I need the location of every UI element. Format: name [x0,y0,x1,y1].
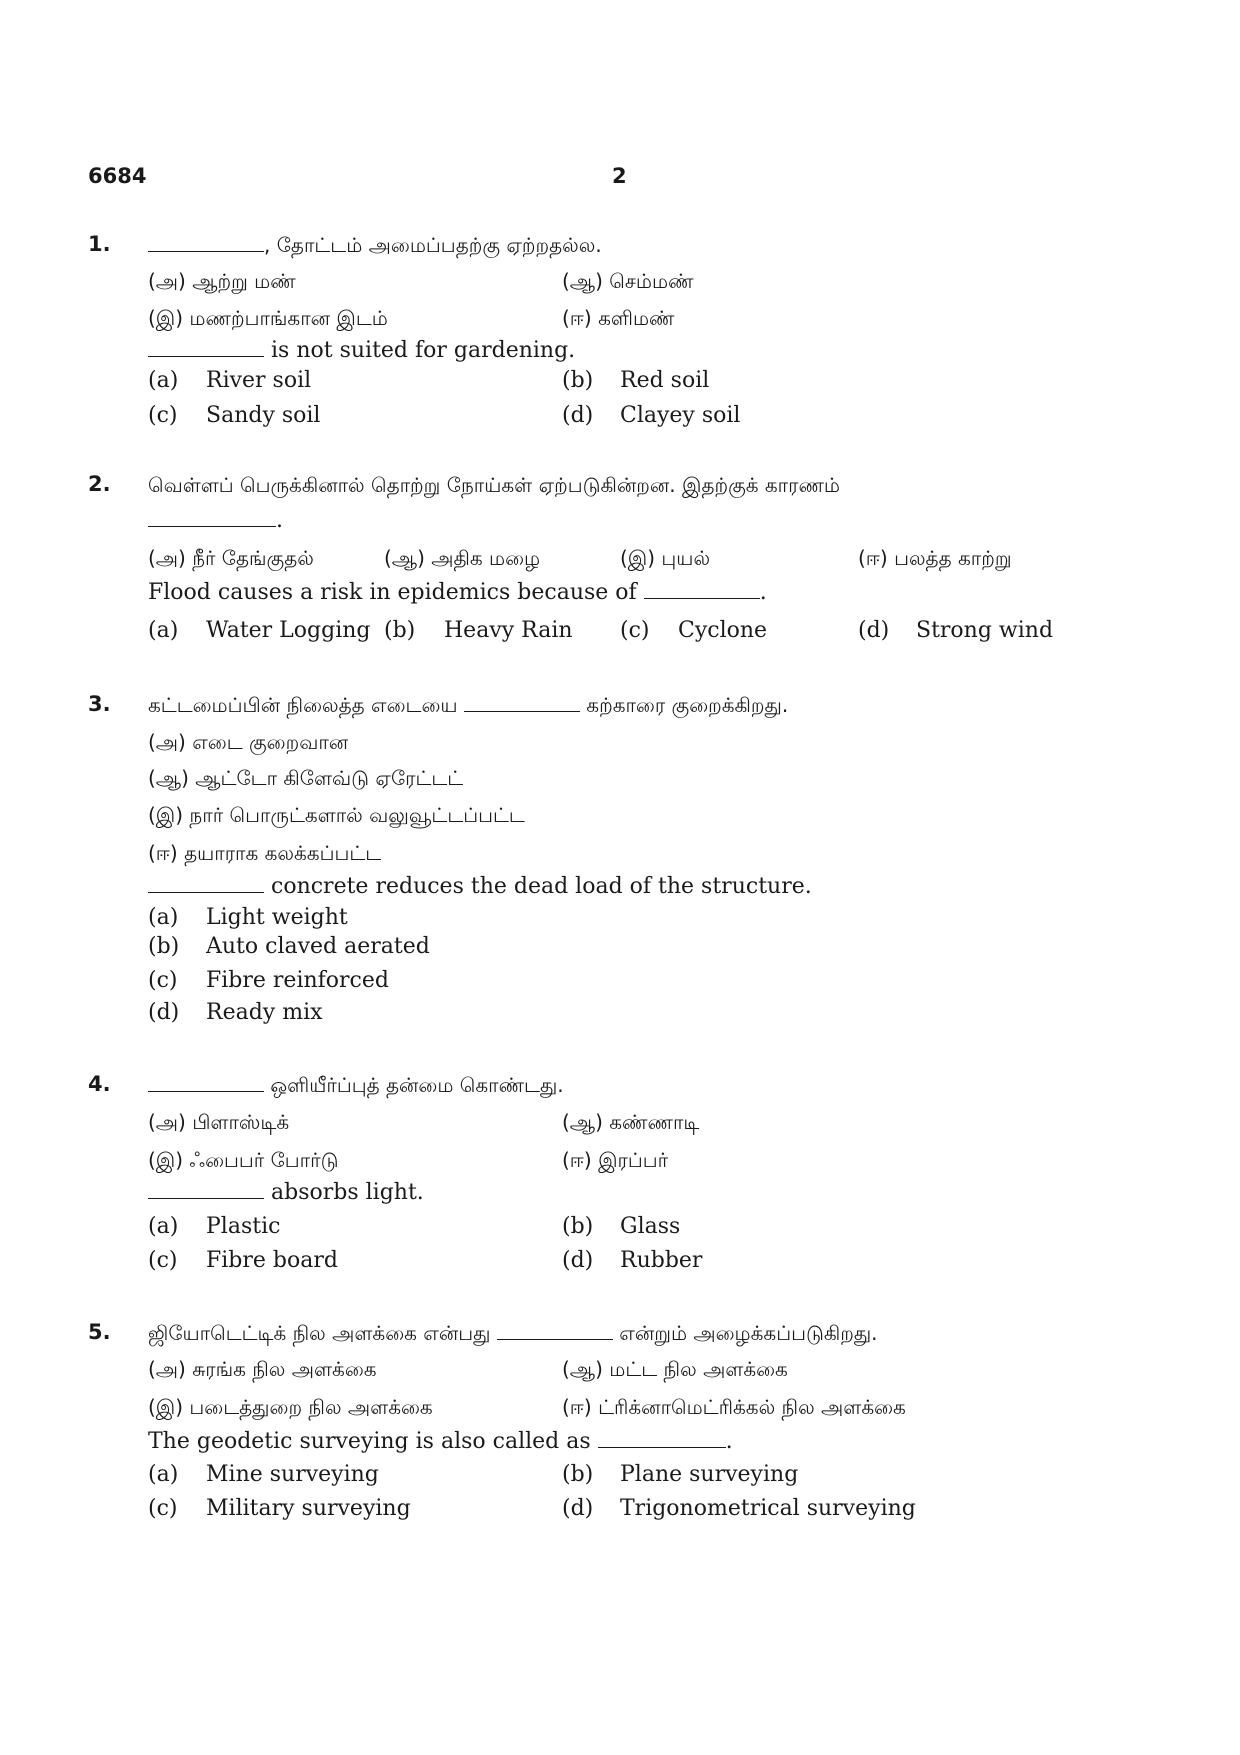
tamil-option: (ஆ) கண்ணாடி [562,1110,700,1134]
tamil-option: (இ) புயல் [620,546,711,570]
english-option-a: (a) Plastic [148,1214,281,1239]
english-option-b: (b) Red soil [562,368,710,393]
tamil-option: (ஆ) மட்ட நில அளக்கை [562,1357,788,1381]
question-number: 2. [88,472,111,496]
tamil-option: (அ) ஆற்று மண் [148,269,296,293]
tamil-stem-blank: . [148,506,283,536]
question-number: 3. [88,692,111,716]
english-option-c: (c) Fibre board [148,1248,338,1273]
english-option-b: (b) Auto claved aerated [148,934,430,959]
tamil-option: (ஆ) செம்மண் [562,269,694,293]
tamil-stem: ஜியோடெட்டிக் நில அளக்கை என்பது என்றும் அழைக்கப்படுகிறது. [148,1321,878,1345]
tamil-stem: கட்டமைப்பின் நிலைத்த எடையை கற்காரை குறைக்கிறது. [148,693,789,717]
tamil-stem: வெள்ளப் பெருக்கினால் தொற்று நோய்கள் ஏற்படுகின்றன. இதற்குக் காரணம் [148,473,841,497]
english-option-b: (b) Glass [562,1214,681,1239]
english-option-c: (c) Fibre reinforced [148,968,389,993]
english-option-a: (a) River soil [148,368,312,393]
tamil-option: (அ) எடை குறைவான [148,730,349,754]
english-option-d: (d) Strong wind [858,618,1054,643]
english-option-a: (a) Water Logging [148,618,371,643]
english-option-d: (d) Rubber [562,1248,703,1273]
english-stem: is not suited for gardening. [148,336,575,366]
english-option-b: (b) Plane surveying [562,1462,799,1487]
tamil-option: (ஈ) ட்ரிக்னாமெட்ரிக்கல் நில அளக்கை [562,1395,906,1419]
english-stem: concrete reduces the dead load of the structure. [148,872,812,902]
question-number: 1. [88,232,111,256]
english-option-d: (d) Trigonometrical surveying [562,1496,916,1521]
tamil-option: (ஈ) இரப்பர் [562,1148,669,1172]
english-stem: Flood causes a risk in epidemics because of . [148,580,767,605]
tamil-option: (அ) சுரங்க நில அளக்கை [148,1357,377,1381]
tamil-option: (அ) நீர் தேங்குதல் [148,546,314,570]
tamil-option: (ஈ) பலத்த காற்று [858,546,1012,570]
english-option-c: (c) Military surveying [148,1496,411,1521]
tamil-option: (ஆ) அதிக மழை [384,546,541,570]
question-number: 4. [88,1072,111,1096]
tamil-stem: ஒளியீர்ப்புத் தன்மை கொண்டது. [148,1070,564,1100]
english-option-c: (c) Cyclone [620,618,768,643]
tamil-option: (ஆ) ஆட்டோ கிளேவ்டு ஏரேட்டட் [148,766,464,790]
english-option-d: (d) Ready mix [148,1000,323,1025]
english-option-d: (d) Clayey soil [562,403,741,428]
tamil-option: (இ) மணற்பாங்கான இடம் [148,306,388,330]
english-option-a: (a) Light weight [148,905,348,930]
english-option-c: (c) Sandy soil [148,403,321,428]
tamil-option: (ஈ) களிமண் [562,306,675,330]
tamil-option: (இ) படைத்துறை நில அளக்கை [148,1395,433,1419]
question-number: 5. [88,1320,111,1344]
tamil-stem: , தோட்டம் அமைப்பதற்கு ஏற்றதல்ல. [148,230,602,260]
tamil-option: (இ) ஃபைபர் போர்டு [148,1148,339,1172]
tamil-option: (ஈ) தயாராக கலக்கப்பட்ட [148,841,382,865]
page-number: 2 [612,164,627,188]
paper-code: 6684 [88,164,147,188]
english-stem: absorbs light. [148,1178,424,1208]
english-option-b: (b) Heavy Rain [384,618,573,643]
tamil-option: (அ) பிளாஸ்டிக் [148,1110,290,1134]
tamil-option: (இ) நார் பொருட்களால் வலுவூட்டப்பட்ட [148,803,525,827]
english-option-a: (a) Mine surveying [148,1462,379,1487]
english-stem: The geodetic surveying is also called as . [148,1429,733,1454]
